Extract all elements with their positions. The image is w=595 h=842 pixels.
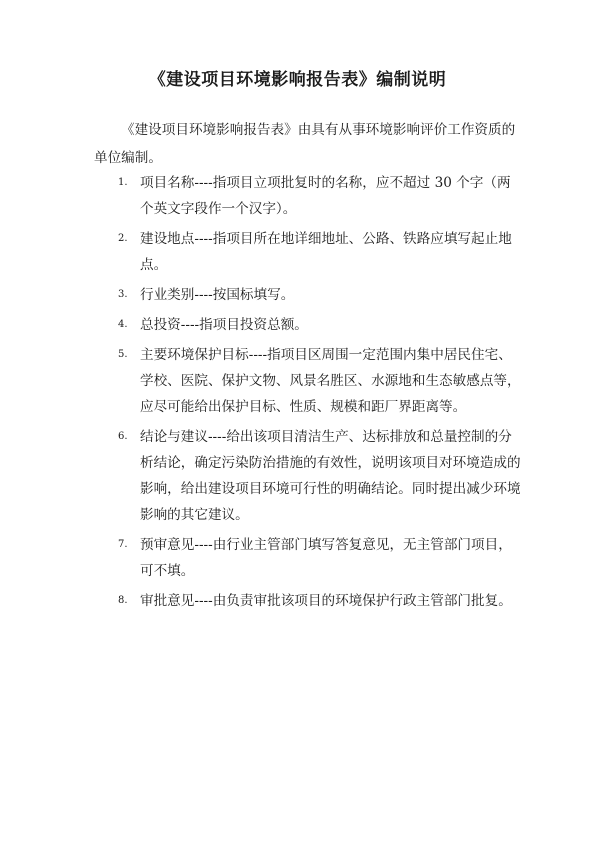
- list-item: [94, 312, 524, 338]
- list-item-number: 5.: [118, 349, 128, 360]
- instruction-list: [94, 170, 524, 618]
- list-item-number: 6.: [118, 431, 128, 442]
- list-item-text: 结论与建议----给出该项目清洁生产、达标排放和总量控制的分析结论，确定污染防治措施的有效性，说明该项目对环境造成的影响，给出建设项目环境可行性的明确结论。同时提出减少环境影响的其它建议。: [140, 429, 521, 523]
- list-item-text: 建设地点----指项目所在地详细地址、公路、铁路应填写起止地点。: [140, 231, 512, 273]
- list-item-text: 审批意见----由负责审批该项目的环境保护行政主管部门批复。: [140, 593, 512, 609]
- list-item-text: 主要环境保护目标----指项目区周围一定范围内集中居民住宅、学校、医院、保护文物、风景名胜区、水源地和生态敏感点等，应尽可能给出保护目标、性质、规模和距厂界距离等。: [140, 347, 521, 415]
- page-title: 《建设项目环境影响报告表》编制说明: [148, 70, 447, 90]
- list-item-number: 8.: [118, 595, 128, 606]
- list-item-text: 预审意见----由行业主管部门填写答复意见，无主管部门项目，可不填。: [140, 537, 512, 579]
- list-item: [94, 342, 524, 420]
- list-item-number: 2.: [118, 233, 128, 244]
- list-item: [94, 282, 524, 308]
- list-item-number: 1.: [118, 177, 128, 188]
- list-item: [94, 532, 524, 584]
- list-item-text: 总投资----指项目投资总额。: [140, 317, 308, 333]
- list-item: [94, 226, 524, 278]
- list-item: [94, 170, 524, 222]
- list-item: [94, 424, 524, 528]
- list-item-text: 项目名称----指项目立项批复时的名称，应不超过 30 个字（两个英文字段作一个汉字）。: [140, 175, 511, 217]
- list-item-text: 行业类别----按国标填写。: [140, 287, 295, 303]
- list-item-number: 4.: [118, 319, 128, 330]
- intro-paragraph: 《建设项目环境影响报告表》由具有从事环境影响评价工作资质的单位编制。: [94, 122, 516, 166]
- list-item-number: 3.: [118, 289, 128, 300]
- list-item-number: 7.: [118, 539, 128, 550]
- list-item: [94, 588, 524, 614]
